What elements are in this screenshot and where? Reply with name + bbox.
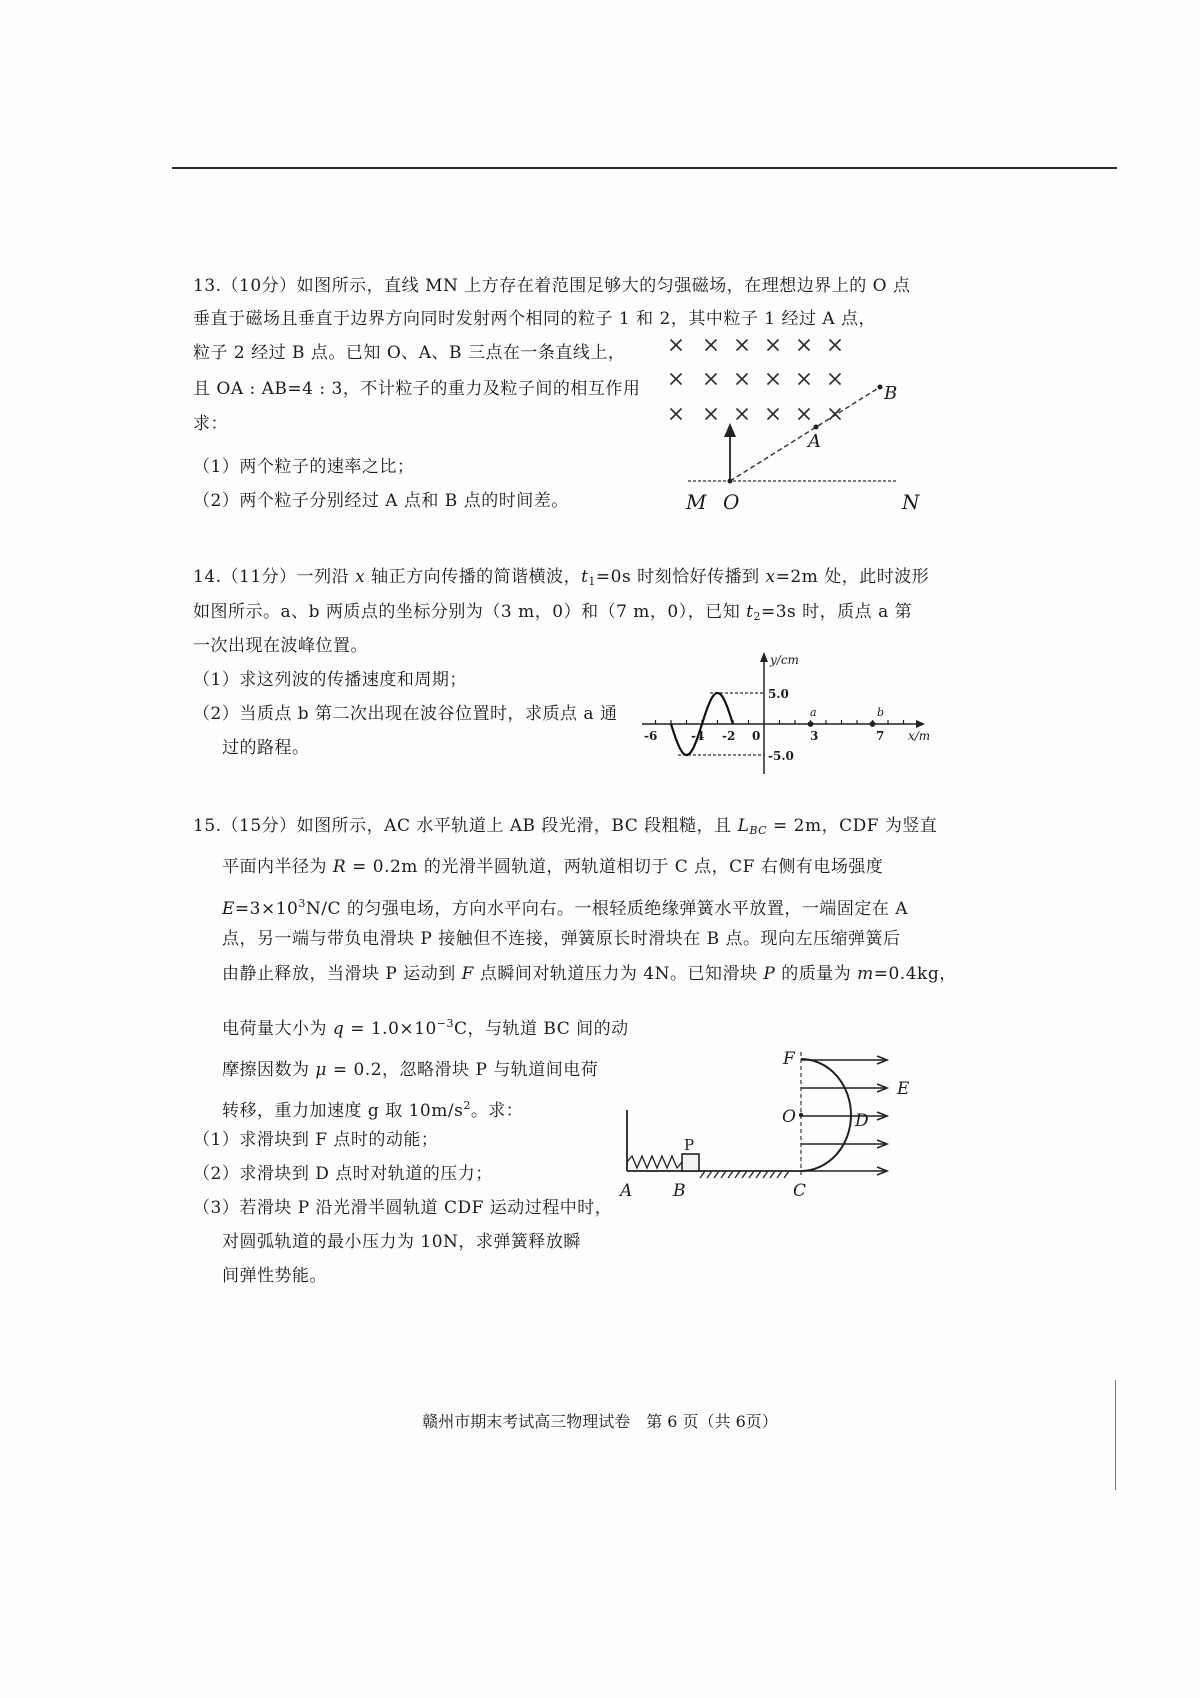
hatch-mark <box>756 1171 761 1178</box>
point-a-dot <box>814 425 819 430</box>
point-b-dot <box>878 385 883 390</box>
q13-line-4: 且 OA : AB=4 : 3，不计粒子的重力及粒子间的相互作用 <box>193 379 641 399</box>
field-crosses <box>671 340 841 420</box>
hatch-mark <box>742 1171 747 1178</box>
q13-sub-question-2: （2）两个粒子分别经过 A 点和 B 点的时间差。 <box>193 491 569 511</box>
q15-line-2: 平面内半径为 R = 0.2m 的光滑半圆轨道，两轨道相切于 C 点，CF 右侧有电场强度 <box>222 857 884 877</box>
q15-line-1: 15.（15分）如图所示，AC 水平轨道上 AB 段光滑，BC 段粗糙，且 $L_{BC} = 2m$，CDF 为竖直 <box>193 816 938 837</box>
x-tick-label-neg2: -2 <box>722 729 736 743</box>
hatch-mark <box>763 1171 768 1178</box>
x-tick-label-neg6: -6 <box>644 729 658 743</box>
q15-line-3: $E=3\times 10^3N/C$ 的匀强电场，方向水平向右。一根轻质绝缘弹簧水平放置，一端固定在 A <box>222 897 909 919</box>
field-cross-mark <box>737 409 748 420</box>
label-b: B <box>884 383 898 404</box>
field-cross-mark <box>799 340 810 351</box>
x-tick-label-7: 7 <box>876 729 885 743</box>
q15-sub-question-2: （2）求滑块到 D 点时对轨道的压力； <box>193 1164 493 1184</box>
field-cross-mark <box>706 340 717 351</box>
field-arrow <box>801 1056 887 1064</box>
hatch-mark <box>735 1171 740 1178</box>
q15-line-8: 转移，重力加速度 g 取 $10m/s^2$。求： <box>222 1099 524 1121</box>
q14-sub-question-2: （2）当质点 b 第二次出现在波谷位置时，求质点 a 通 <box>193 704 618 724</box>
hatch-mark <box>714 1171 719 1178</box>
semicircle-track-cdf <box>801 1059 851 1171</box>
y-min-label: -5.0 <box>768 749 794 763</box>
field-cross-mark <box>768 409 779 420</box>
x-tick-label-neg4: -4 <box>691 729 705 743</box>
header-rule <box>172 167 1117 169</box>
q13-line-1: 13.（10分）如图所示，直线 MN 上方存在着范围足够大的匀强磁场，在理想边界上的 O 点 <box>193 276 911 296</box>
y-axis-arrowhead <box>760 652 768 662</box>
q14-line-1: 14.（11分）一列沿 x 轴正方向传播的简谐横波，$t_1=0s$ 时刻恰好传播到 x=2m 处，此时波形 <box>193 567 930 588</box>
label-o: O <box>723 490 740 514</box>
label-d: D <box>855 1111 869 1131</box>
y-axis-label: y/cm <box>770 653 799 667</box>
hatch-mark <box>700 1171 705 1178</box>
y-max-label: 5.0 <box>768 687 789 701</box>
point-a-label: a <box>810 706 817 719</box>
field-cross-mark <box>799 374 810 385</box>
label-m: M <box>686 490 707 514</box>
electric-field-arrows <box>801 1056 887 1175</box>
q13-line-5: 求： <box>193 414 228 434</box>
q15-sub-question-1: （1）求滑块到 F 点时的动能； <box>193 1130 439 1150</box>
point-b-label: b <box>877 706 885 719</box>
q13-line-3: 粒子 2 经过 B 点。已知 O、A、B 三点在一条直线上， <box>193 343 626 363</box>
field-cross-mark <box>799 409 810 420</box>
q15-sub-question-3: （3）若滑块 P 沿光滑半圆轨道 CDF 运动过程中时， <box>193 1198 613 1218</box>
q14-wave-figure <box>640 650 940 775</box>
field-cross-mark <box>706 374 717 385</box>
q13-sub-question-1: （1）两个粒子的速率之比； <box>193 457 415 477</box>
field-cross-mark <box>671 409 682 420</box>
field-cross-mark <box>706 409 717 420</box>
x-tick-label-0: 0 <box>752 729 761 743</box>
right-margin-line <box>1115 1380 1116 1490</box>
field-cross-mark <box>768 374 779 385</box>
label-p: P <box>684 1136 695 1154</box>
label-n: N <box>902 490 920 514</box>
q15-line-7: 摩擦因数为 μ = 0.2，忽略滑块 P 与轨道间电荷 <box>222 1060 599 1080</box>
point-o-dot <box>728 479 733 484</box>
label-b: B <box>673 1181 686 1201</box>
field-cross-mark <box>671 340 682 351</box>
q13-magnetic-field-figure <box>680 345 930 520</box>
q14-sub-question-1: （1）求这列波的传播速度和周期； <box>193 670 467 690</box>
q14-line-6: 过的路程。 <box>222 738 310 758</box>
q15-line-4: 点，另一端与带负电滑块 P 接触但不连接，弹簧原长时滑块在 B 点。现向左压缩弹簧后 <box>222 929 901 949</box>
label-a: A <box>620 1181 633 1201</box>
hatch-mark <box>770 1171 775 1178</box>
velocity-arrowhead <box>724 423 736 437</box>
field-arrow <box>801 1167 887 1175</box>
hatch-mark <box>749 1171 754 1178</box>
field-arrow <box>801 1112 887 1120</box>
page-footer: 赣州市期末考试高三物理试卷 第 6 页（共 6页） <box>422 1412 778 1431</box>
q14-line-3: 一次出现在波峰位置。 <box>193 636 368 656</box>
x-axis-ticks <box>656 720 904 726</box>
field-cross-mark <box>737 340 748 351</box>
hatch-mark <box>784 1171 789 1178</box>
label-a: A <box>808 431 821 452</box>
field-cross-mark <box>671 374 682 385</box>
hatch-mark <box>721 1171 726 1178</box>
field-cross-mark <box>768 340 779 351</box>
hatch-mark <box>707 1171 712 1178</box>
label-o: O <box>782 1107 796 1127</box>
x-tick-label-3: 3 <box>810 729 819 743</box>
spring <box>627 1156 682 1168</box>
hatch-mark <box>777 1171 782 1178</box>
x-axis-arrowhead <box>916 720 925 728</box>
q13-line-2: 垂直于磁场且垂直于边界方向同时发射两个相同的粒子 1 和 2，其中粒子 1 经过 A 点， <box>193 309 877 329</box>
point-a-dot <box>808 722 813 727</box>
field-cross-mark <box>830 340 841 351</box>
label-f: F <box>783 1049 795 1069</box>
hatch-mark <box>728 1171 733 1178</box>
x-axis-label: x/m <box>908 729 931 743</box>
q15-line-12: 对圆弧轨道的最小压力为 10N，求弹簧释放瞬 <box>222 1232 581 1252</box>
label-c: C <box>793 1181 807 1201</box>
field-cross-mark <box>830 374 841 385</box>
field-arrow <box>801 1140 887 1148</box>
field-cross-mark <box>737 374 748 385</box>
q15-track-figure <box>615 1040 915 1220</box>
point-b-dot <box>870 722 875 727</box>
slider-block-p <box>682 1154 699 1171</box>
q15-line-5: 由静止释放，当滑块 P 运动到 F 点瞬间对轨道压力为 4N。已知滑块 P 的质量为 m=0.4kg， <box>222 964 957 984</box>
rough-section-hatching <box>700 1171 789 1178</box>
q14-line-2: 如图所示。a、b 两质点的坐标分别为（3 m，0）和（7 m，0），已知 $t_2=3s$ 时，质点 a 第 <box>193 602 913 623</box>
q15-line-13: 间弹性势能。 <box>222 1266 327 1286</box>
field-cross-mark <box>830 409 841 420</box>
line-oab <box>730 387 880 481</box>
q15-line-6: 电荷量大小为 $q = 1.0\times 10^{-3}C$，与轨道 BC 间的动 <box>222 1017 629 1039</box>
label-e: E <box>897 1079 910 1099</box>
